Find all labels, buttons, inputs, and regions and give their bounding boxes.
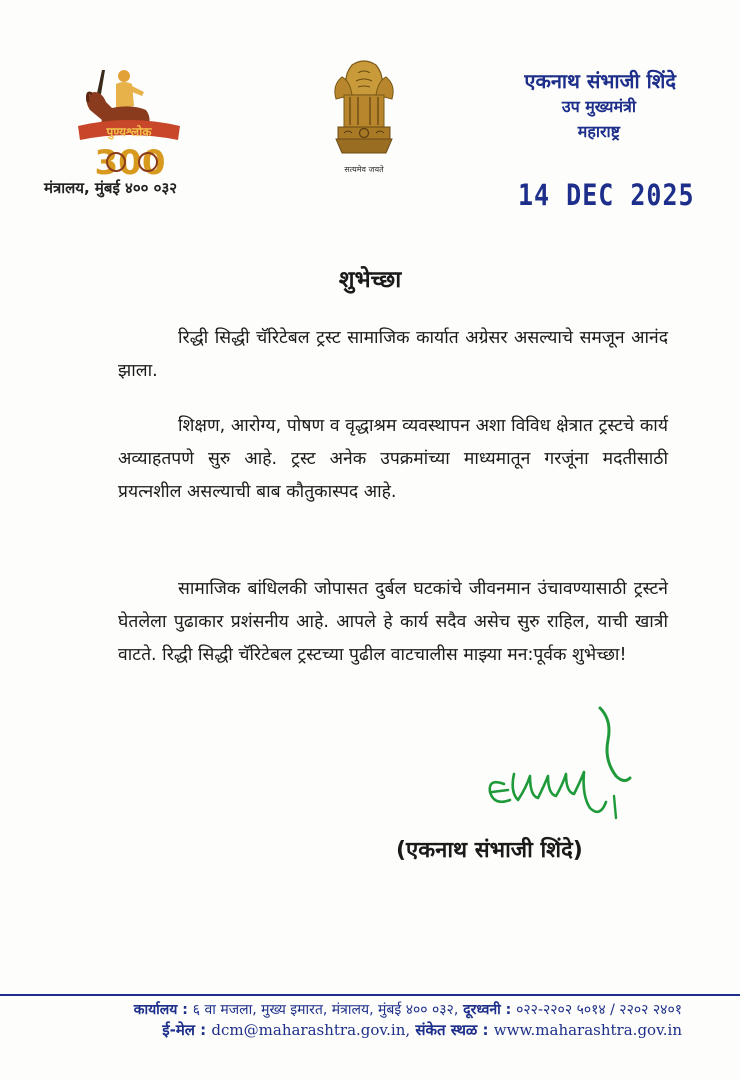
website-label: संकेत स्थळ : bbox=[415, 1021, 489, 1039]
email-label: ई-मेल : bbox=[162, 1021, 207, 1039]
office-address: मंत्रालय, मुंबई ४०० ०३२ bbox=[44, 179, 178, 197]
punyashlok-300-logo bbox=[72, 62, 187, 180]
letter-paragraph: शिक्षण, आरोग्य, पोषण व वृद्धाश्रम व्यवस्थापन अशा विविध क्षेत्रात ट्रस्टचे कार्य अव्याहतपणे सुरु आहे. ट्रस्ट अनेक उपक्रमांच्या माध्यमातून गरजूंना मदतीसाठी प्रयत्नशील असल्याची बाब कौतुकास्पद आहे. bbox=[118, 416, 668, 502]
phone-label: दूरध्वनी : bbox=[463, 1002, 512, 1018]
office-value: ६ वा मजला, मुख्य इमारत, मंत्रालय, मुंबई ४०० ०३२, bbox=[192, 1002, 459, 1018]
footer-office-line bbox=[0, 1000, 740, 1019]
email-link[interactable]: dcm@maharashtra.gov.in, bbox=[211, 1021, 411, 1039]
office-label: कार्यालय : bbox=[133, 1002, 188, 1018]
letter-paragraph: सामाजिक बांधिलकी जोपासत दुर्बल घटकांचे जीवनमान उंचावण्यासाठी ट्रस्टने घेतलेला पुढाकार प्रशंसनीय आहे. आपले हे कार्य सदैव असेच सुरु राहिल, याची खात्री वाटते. रिद्धी सिद्धी चॅरिटेबल ट्रस्टच्या पुढील वाटचालीस माझ्या मन:पूर्वक शुभेच्छा! bbox=[118, 579, 668, 665]
phone-value: ०२२-२२०२ ५०१४ / २२०२ २४०१ bbox=[516, 1002, 682, 1018]
national-emblem-icon bbox=[328, 55, 400, 177]
emblem-motto: सत्यमेव जयते bbox=[344, 165, 384, 174]
official-name: एकनाथ संभाजी शिंदे bbox=[524, 69, 676, 93]
letter-paragraph: रिद्धी सिद्धी चॅरिटेबल ट्रस्ट सामाजिक कार्यात अग्रेसर असल्याचे समजून आनंद झाला. bbox=[118, 328, 668, 381]
official-state: महाराष्ट्र bbox=[577, 122, 620, 141]
letter-heading: शुभेच्छा bbox=[338, 267, 402, 293]
handwritten-signature bbox=[470, 700, 640, 830]
letterhead-header bbox=[524, 68, 676, 144]
date-stamp: 14 DEC 2025 bbox=[518, 178, 695, 213]
logo-number: 300 bbox=[94, 143, 166, 180]
footer-divider bbox=[0, 994, 740, 996]
logo-caption: पुण्यश्लोक bbox=[106, 125, 152, 139]
website-link[interactable]: www.maharashtra.gov.in bbox=[493, 1021, 682, 1039]
footer-contact-line bbox=[0, 1020, 740, 1040]
official-title: उप मुख्यमंत्री bbox=[561, 97, 636, 116]
signatory-name: (एकनाथ संभाजी शिंदे) bbox=[396, 838, 583, 863]
